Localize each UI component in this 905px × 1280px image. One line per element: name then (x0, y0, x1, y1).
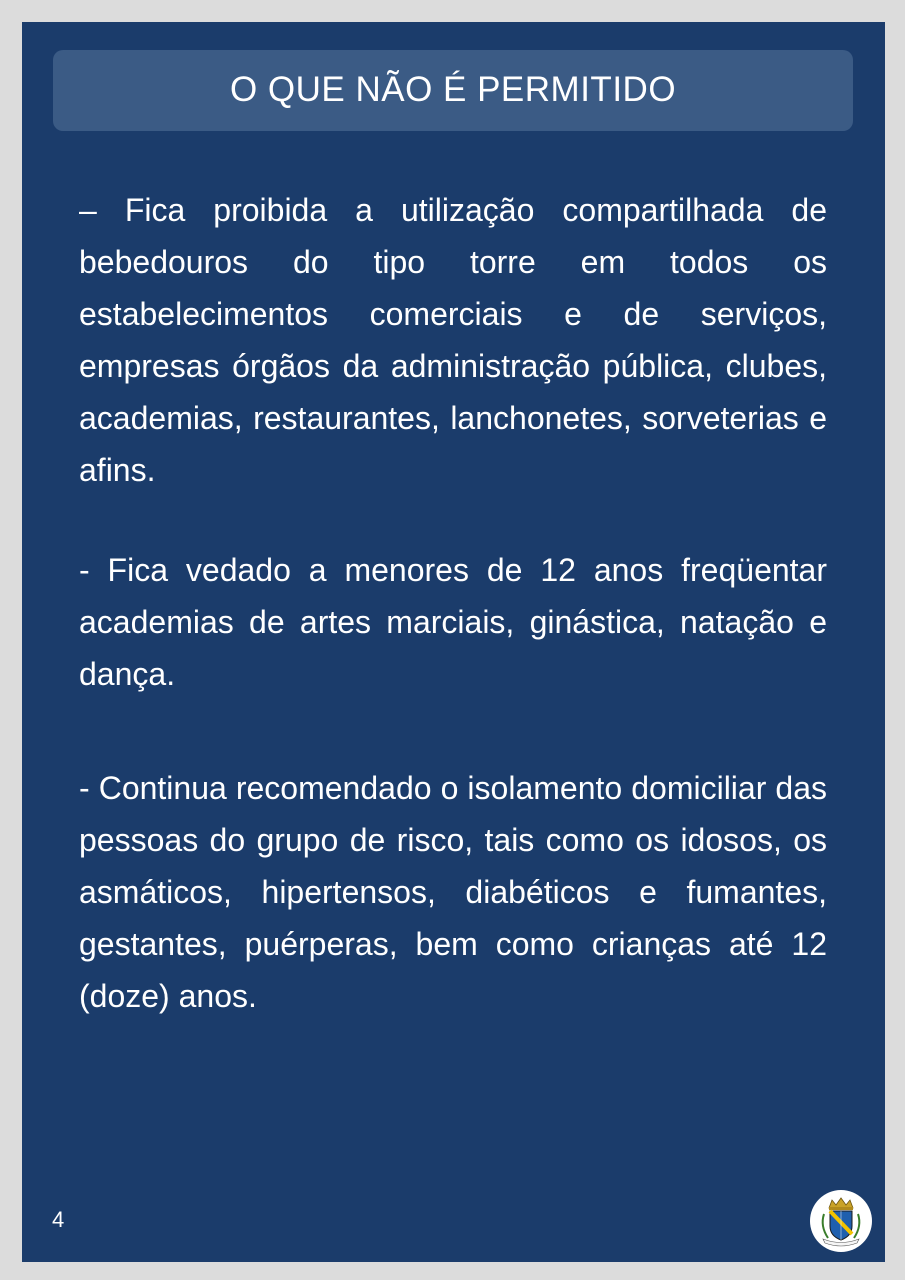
page-number: 4 (52, 1207, 65, 1232)
paragraph-risk-group-isolation: - Continua recomendado o isolamento domiciliar das pessoas do grupo de risco, tais como os idosos, os asmáticos, hipertensos, diabéticos e fumantes, gestantes, puérperas, bem como crianças até 12 (doze) anos. (79, 770, 827, 1014)
paragraph-water-fountains: – Fica proibida a utilização compartilhada de bebedouros do tipo torre em todos os estabelecimentos comerciais e de serviços, empresas órgãos da administração pública, clubes, academias, restaurantes, lanchonetes, sorveterias e afins. (79, 192, 827, 488)
page-title: O QUE NÃO É PERMITIDO (229, 70, 677, 109)
municipal-seal (810, 1190, 872, 1252)
document-page (22, 22, 885, 1262)
paragraph-minors-academies: - Fica vedado a menores de 12 anos freqüentar academias de artes marciais, ginástica, natação e dança. (79, 552, 827, 692)
coat-of-arms-icon (814, 1194, 868, 1248)
title-banner (53, 50, 853, 131)
